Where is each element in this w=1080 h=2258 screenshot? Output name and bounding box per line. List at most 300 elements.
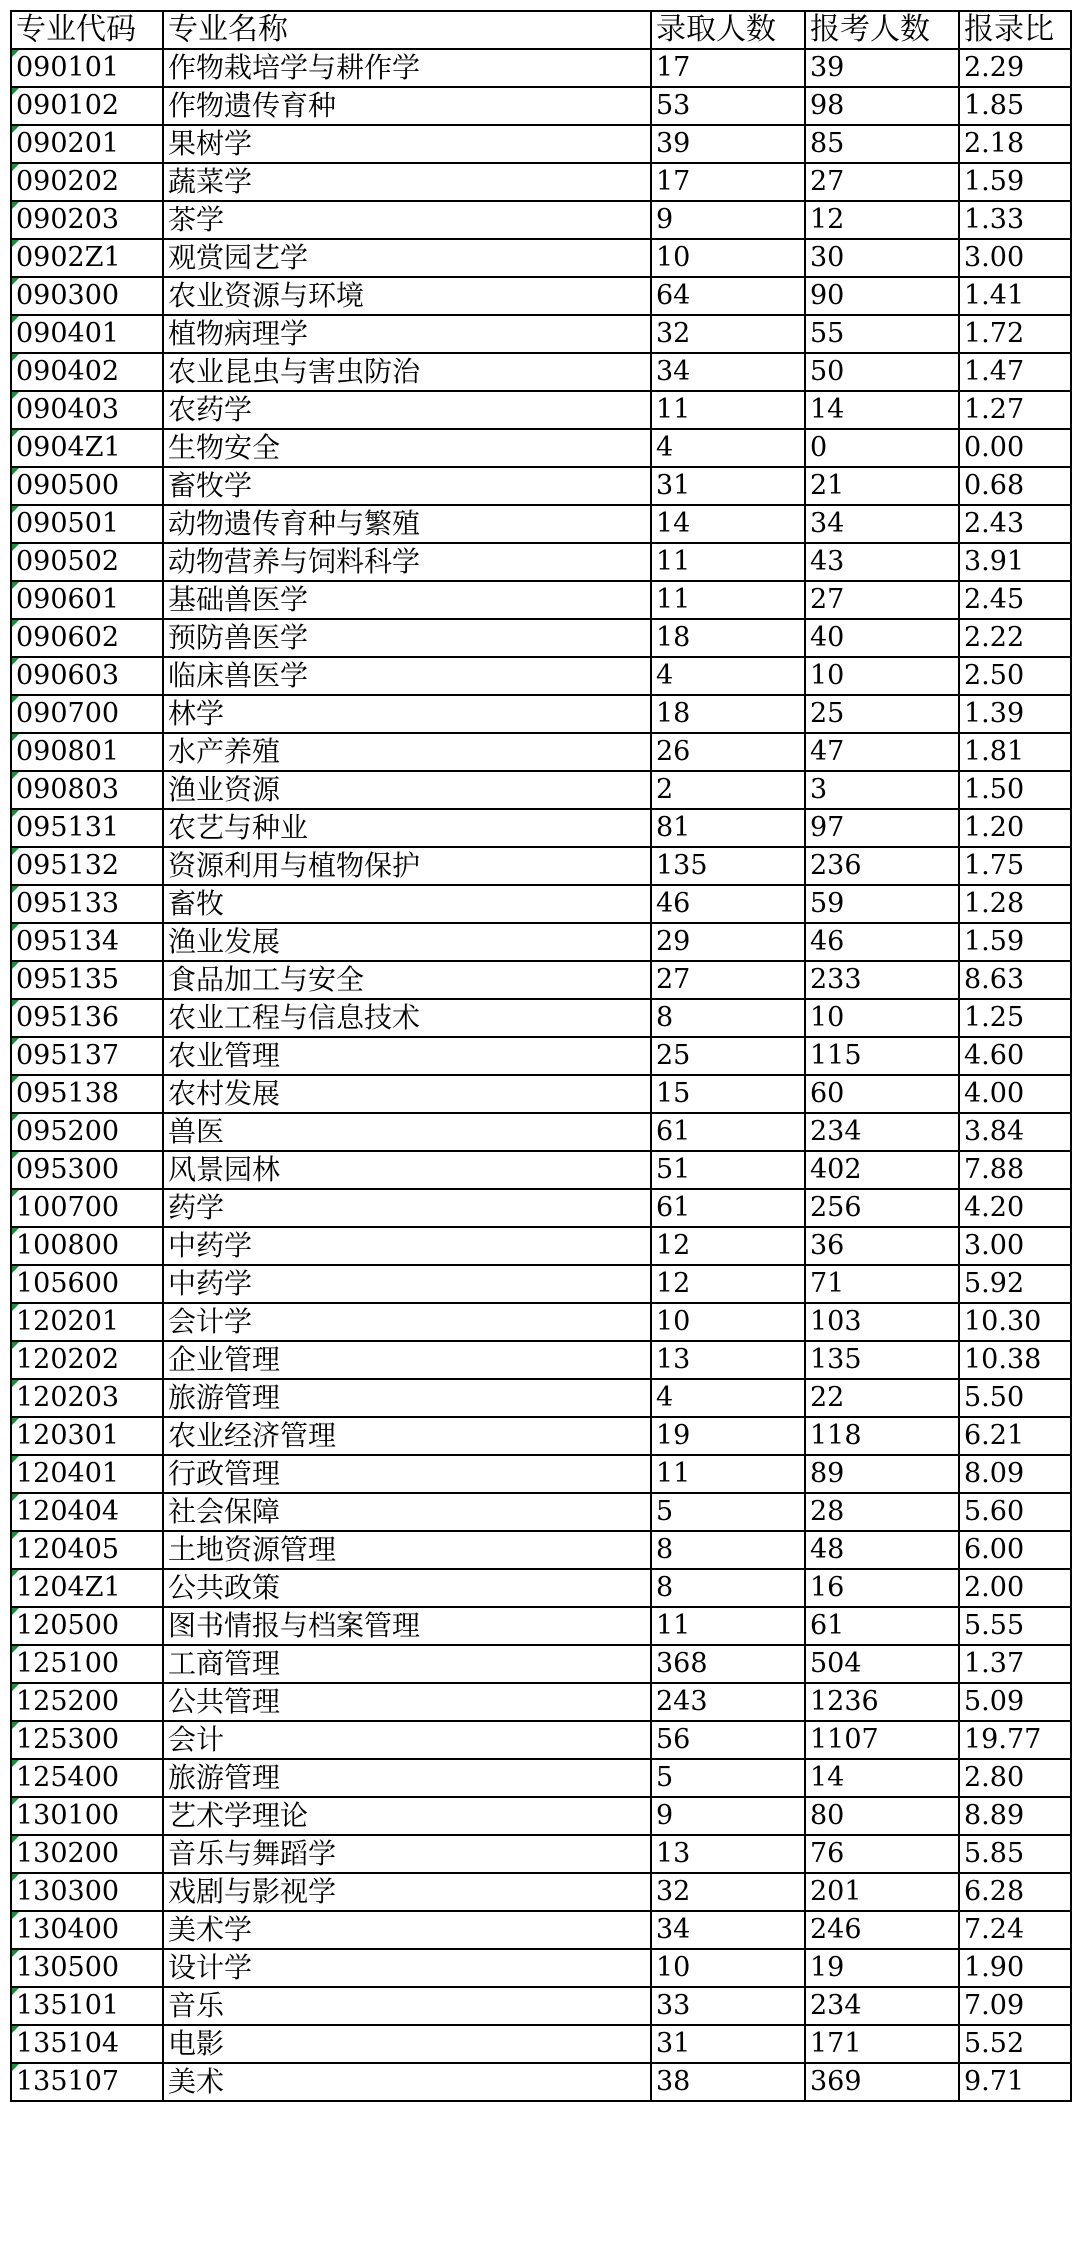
major-name-cell[interactable]: 电影 [163,2025,651,2063]
applicant-count-cell[interactable]: 98 [805,87,959,125]
major-name-cell[interactable]: 农药学 [163,391,651,429]
major-name-cell[interactable]: 社会保障 [163,1493,651,1531]
applicant-count-cell[interactable]: 234 [805,1987,959,2025]
admitted-count-cell[interactable]: 9 [651,201,805,239]
major-name-cell[interactable]: 蔬菜学 [163,163,651,201]
ratio-cell[interactable]: 5.85 [959,1835,1071,1873]
admitted-count-cell[interactable]: 81 [651,809,805,847]
major-name-cell[interactable]: 动物营养与饲料科学 [163,543,651,581]
applicant-count-cell[interactable]: 34 [805,505,959,543]
applicant-count-cell[interactable]: 12 [805,201,959,239]
applicant-count-cell[interactable]: 236 [805,847,959,885]
ratio-cell[interactable]: 2.80 [959,1759,1071,1797]
admitted-count-cell[interactable]: 4 [651,1379,805,1417]
major-name-cell[interactable]: 公共管理 [163,1683,651,1721]
major-code-cell[interactable]: 135107 [11,2063,163,2101]
major-name-cell[interactable]: 农业管理 [163,1037,651,1075]
applicant-count-cell[interactable]: 59 [805,885,959,923]
major-code-cell[interactable]: 095200 [11,1113,163,1151]
major-name-cell[interactable]: 音乐与舞蹈学 [163,1835,651,1873]
major-name-cell[interactable]: 旅游管理 [163,1379,651,1417]
applicant-count-cell[interactable]: 30 [805,239,959,277]
ratio-cell[interactable]: 8.89 [959,1797,1071,1835]
ratio-cell[interactable]: 1.59 [959,923,1071,961]
admitted-count-cell[interactable]: 12 [651,1265,805,1303]
admitted-count-cell[interactable]: 8 [651,999,805,1037]
applicant-count-cell[interactable]: 97 [805,809,959,847]
applicant-count-cell[interactable]: 1236 [805,1683,959,1721]
major-name-cell[interactable]: 渔业资源 [163,771,651,809]
header-major-code[interactable]: 专业代码 [11,11,163,49]
ratio-cell[interactable]: 0.00 [959,429,1071,467]
ratio-cell[interactable]: 8.63 [959,961,1071,999]
major-name-cell[interactable]: 图书情报与档案管理 [163,1607,651,1645]
major-name-cell[interactable]: 企业管理 [163,1341,651,1379]
applicant-count-cell[interactable]: 201 [805,1873,959,1911]
applicant-count-cell[interactable]: 115 [805,1037,959,1075]
major-name-cell[interactable]: 生物安全 [163,429,651,467]
admitted-count-cell[interactable]: 29 [651,923,805,961]
ratio-cell[interactable]: 4.00 [959,1075,1071,1113]
ratio-cell[interactable]: 1.75 [959,847,1071,885]
admitted-count-cell[interactable]: 10 [651,1303,805,1341]
major-code-cell[interactable]: 120401 [11,1455,163,1493]
major-name-cell[interactable]: 旅游管理 [163,1759,651,1797]
major-name-cell[interactable]: 林学 [163,695,651,733]
major-name-cell[interactable]: 戏剧与影视学 [163,1873,651,1911]
major-name-cell[interactable]: 畜牧学 [163,467,651,505]
ratio-cell[interactable]: 6.28 [959,1873,1071,1911]
major-name-cell[interactable]: 农业工程与信息技术 [163,999,651,1037]
admitted-count-cell[interactable]: 61 [651,1113,805,1151]
major-code-cell[interactable]: 125100 [11,1645,163,1683]
major-code-cell[interactable]: 0902Z1 [11,239,163,277]
major-name-cell[interactable]: 观赏园艺学 [163,239,651,277]
admitted-count-cell[interactable]: 51 [651,1151,805,1189]
ratio-cell[interactable]: 1.28 [959,885,1071,923]
table-row [11,619,1071,657]
admitted-count-cell[interactable]: 2 [651,771,805,809]
ratio-cell[interactable]: 2.22 [959,619,1071,657]
admitted-count-cell[interactable]: 4 [651,657,805,695]
admitted-count-cell[interactable]: 13 [651,1341,805,1379]
applicant-count-cell[interactable]: 60 [805,1075,959,1113]
ratio-cell[interactable]: 1.72 [959,315,1071,353]
applicant-count-cell[interactable]: 71 [805,1265,959,1303]
major-name-cell[interactable]: 临床兽医学 [163,657,651,695]
ratio-cell[interactable]: 7.24 [959,1911,1071,1949]
ratio-cell[interactable]: 2.00 [959,1569,1071,1607]
admitted-count-cell[interactable]: 32 [651,1873,805,1911]
table-row [11,1151,1071,1189]
major-code-cell[interactable]: 090201 [11,125,163,163]
applicant-count-cell[interactable]: 27 [805,163,959,201]
major-name-cell[interactable]: 会计 [163,1721,651,1759]
ratio-cell[interactable]: 0.68 [959,467,1071,505]
ratio-cell[interactable]: 1.85 [959,87,1071,125]
major-name-cell[interactable]: 美术学 [163,1911,651,1949]
major-name-cell[interactable]: 风景园林 [163,1151,651,1189]
applicant-count-cell[interactable]: 28 [805,1493,959,1531]
major-code-cell[interactable]: 090602 [11,619,163,657]
ratio-cell[interactable]: 5.09 [959,1683,1071,1721]
admitted-count-cell[interactable]: 243 [651,1683,805,1721]
admitted-count-cell[interactable]: 31 [651,2025,805,2063]
ratio-cell[interactable]: 10.38 [959,1341,1071,1379]
ratio-cell[interactable]: 1.47 [959,353,1071,391]
major-name-cell[interactable]: 茶学 [163,201,651,239]
applicant-count-cell[interactable]: 27 [805,581,959,619]
major-name-cell[interactable]: 农业昆虫与害虫防治 [163,353,651,391]
table-row [11,1417,1071,1455]
admitted-count-cell[interactable]: 5 [651,1493,805,1531]
applicant-count-cell[interactable]: 3 [805,771,959,809]
major-name-cell[interactable]: 基础兽医学 [163,581,651,619]
admitted-count-cell[interactable]: 19 [651,1417,805,1455]
major-name-cell[interactable]: 艺术学理论 [163,1797,651,1835]
admitted-count-cell[interactable]: 26 [651,733,805,771]
major-code-cell[interactable]: 090501 [11,505,163,543]
major-code-cell[interactable]: 090101 [11,49,163,87]
admitted-count-cell[interactable]: 8 [651,1569,805,1607]
applicant-count-cell[interactable]: 85 [805,125,959,163]
ratio-cell[interactable]: 1.39 [959,695,1071,733]
admitted-count-cell[interactable]: 32 [651,315,805,353]
applicant-count-cell[interactable]: 171 [805,2025,959,2063]
ratio-cell[interactable]: 2.43 [959,505,1071,543]
major-code-cell[interactable]: 090803 [11,771,163,809]
admitted-count-cell[interactable]: 15 [651,1075,805,1113]
major-name-cell[interactable]: 土地资源管理 [163,1531,651,1569]
applicant-count-cell[interactable]: 55 [805,315,959,353]
major-code-cell[interactable]: 090403 [11,391,163,429]
major-name-cell[interactable]: 音乐 [163,1987,651,2025]
major-name-cell[interactable]: 中药学 [163,1227,651,1265]
applicant-count-cell[interactable]: 25 [805,695,959,733]
applicant-count-cell[interactable]: 16 [805,1569,959,1607]
table-row [11,239,1071,277]
ratio-cell[interactable]: 10.30 [959,1303,1071,1341]
ratio-cell[interactable]: 4.60 [959,1037,1071,1075]
table-row [11,1493,1071,1531]
major-code-cell[interactable]: 095300 [11,1151,163,1189]
table-row [11,1265,1071,1303]
ratio-cell[interactable]: 19.77 [959,1721,1071,1759]
ratio-cell[interactable]: 5.55 [959,1607,1071,1645]
admitted-count-cell[interactable]: 25 [651,1037,805,1075]
major-name-cell[interactable]: 会计学 [163,1303,651,1341]
admitted-count-cell[interactable]: 14 [651,505,805,543]
major-code-cell[interactable]: 125400 [11,1759,163,1797]
applicant-count-cell[interactable]: 39 [805,49,959,87]
admitted-count-cell[interactable]: 33 [651,1987,805,2025]
major-code-cell[interactable]: 120405 [11,1531,163,1569]
admitted-count-cell[interactable]: 46 [651,885,805,923]
major-code-cell[interactable]: 090700 [11,695,163,733]
applicant-count-cell[interactable]: 76 [805,1835,959,1873]
admitted-count-cell[interactable]: 368 [651,1645,805,1683]
ratio-cell[interactable]: 5.52 [959,2025,1071,2063]
table-row [11,885,1071,923]
admitted-count-cell[interactable]: 39 [651,125,805,163]
admitted-count-cell[interactable]: 11 [651,543,805,581]
table-row [11,1455,1071,1493]
ratio-cell[interactable]: 3.91 [959,543,1071,581]
major-code-cell[interactable]: 130400 [11,1911,163,1949]
table-row [11,1797,1071,1835]
ratio-cell[interactable]: 5.50 [959,1379,1071,1417]
table-row [11,695,1071,733]
ratio-cell[interactable]: 1.37 [959,1645,1071,1683]
major-code-cell[interactable]: 090203 [11,201,163,239]
major-name-cell[interactable]: 农业经济管理 [163,1417,651,1455]
major-code-cell[interactable]: 130100 [11,1797,163,1835]
major-code-cell[interactable]: 095133 [11,885,163,923]
major-code-cell[interactable]: 105600 [11,1265,163,1303]
admitted-count-cell[interactable]: 17 [651,163,805,201]
major-code-cell[interactable]: 120404 [11,1493,163,1531]
admitted-count-cell[interactable]: 56 [651,1721,805,1759]
table-row [11,733,1071,771]
header-admitted-count[interactable]: 录取人数 [651,11,805,49]
applicant-count-cell[interactable]: 0 [805,429,959,467]
major-code-cell[interactable]: 120202 [11,1341,163,1379]
ratio-cell[interactable]: 2.50 [959,657,1071,695]
ratio-cell[interactable]: 1.50 [959,771,1071,809]
applicant-count-cell[interactable]: 80 [805,1797,959,1835]
admitted-count-cell[interactable]: 12 [651,1227,805,1265]
major-code-cell[interactable]: 090603 [11,657,163,695]
table-row [11,1987,1071,2025]
applicant-count-cell[interactable]: 402 [805,1151,959,1189]
major-name-cell[interactable]: 畜牧 [163,885,651,923]
applicant-count-cell[interactable]: 10 [805,999,959,1037]
major-code-cell[interactable]: 125200 [11,1683,163,1721]
ratio-cell[interactable]: 7.09 [959,1987,1071,2025]
ratio-cell[interactable]: 3.00 [959,239,1071,277]
table-row [11,657,1071,695]
applicant-count-cell[interactable]: 50 [805,353,959,391]
applicant-count-cell[interactable]: 504 [805,1645,959,1683]
header-applicant-count[interactable]: 报考人数 [805,11,959,49]
major-name-cell[interactable]: 作物栽培学与耕作学 [163,49,651,87]
table-row [11,391,1071,429]
ratio-cell[interactable]: 7.88 [959,1151,1071,1189]
major-name-cell[interactable]: 兽医 [163,1113,651,1151]
major-name-cell[interactable]: 食品加工与安全 [163,961,651,999]
major-code-cell[interactable]: 095138 [11,1075,163,1113]
applicant-count-cell[interactable]: 256 [805,1189,959,1227]
major-name-cell[interactable]: 农村发展 [163,1075,651,1113]
major-code-cell[interactable]: 090500 [11,467,163,505]
major-code-cell[interactable]: 125300 [11,1721,163,1759]
admitted-count-cell[interactable]: 17 [651,49,805,87]
header-major-name[interactable]: 专业名称 [163,11,651,49]
applicant-count-cell[interactable]: 61 [805,1607,959,1645]
major-code-cell[interactable]: 090402 [11,353,163,391]
applicant-count-cell[interactable]: 36 [805,1227,959,1265]
major-code-cell[interactable]: 120203 [11,1379,163,1417]
major-name-cell[interactable]: 中药学 [163,1265,651,1303]
applicant-count-cell[interactable]: 40 [805,619,959,657]
major-name-cell[interactable]: 动物遗传育种与繁殖 [163,505,651,543]
major-name-cell[interactable]: 资源利用与植物保护 [163,847,651,885]
table-row [11,1607,1071,1645]
admitted-count-cell[interactable]: 10 [651,1949,805,1987]
admitted-count-cell[interactable]: 34 [651,1911,805,1949]
ratio-cell[interactable]: 3.00 [959,1227,1071,1265]
table-row [11,1227,1071,1265]
ratio-cell[interactable]: 2.18 [959,125,1071,163]
ratio-cell[interactable]: 3.84 [959,1113,1071,1151]
major-code-cell[interactable]: 120301 [11,1417,163,1455]
admitted-count-cell[interactable]: 4 [651,429,805,467]
major-code-cell[interactable]: 095131 [11,809,163,847]
major-code-cell[interactable]: 135101 [11,1987,163,2025]
table-row [11,429,1071,467]
major-name-cell[interactable]: 设计学 [163,1949,651,1987]
major-code-cell[interactable]: 1204Z1 [11,1569,163,1607]
admitted-count-cell[interactable]: 11 [651,1607,805,1645]
admitted-count-cell[interactable]: 31 [651,467,805,505]
ratio-cell[interactable]: 6.00 [959,1531,1071,1569]
ratio-cell[interactable]: 5.92 [959,1265,1071,1303]
major-name-cell[interactable]: 渔业发展 [163,923,651,961]
admitted-count-cell[interactable]: 64 [651,277,805,315]
admitted-count-cell[interactable]: 53 [651,87,805,125]
major-code-cell[interactable]: 090502 [11,543,163,581]
applicant-count-cell[interactable]: 118 [805,1417,959,1455]
applicant-count-cell[interactable]: 103 [805,1303,959,1341]
admitted-count-cell[interactable]: 11 [651,391,805,429]
admitted-count-cell[interactable]: 34 [651,353,805,391]
table-row [11,315,1071,353]
applicant-count-cell[interactable]: 46 [805,923,959,961]
header-ratio[interactable]: 报录比 [959,11,1071,49]
major-code-cell[interactable]: 095137 [11,1037,163,1075]
major-code-cell[interactable]: 090102 [11,87,163,125]
admitted-count-cell[interactable]: 11 [651,1455,805,1493]
ratio-cell[interactable]: 1.90 [959,1949,1071,1987]
major-name-cell[interactable]: 农业资源与环境 [163,277,651,315]
admitted-count-cell[interactable]: 13 [651,1835,805,1873]
ratio-cell[interactable]: 1.59 [959,163,1071,201]
applicant-count-cell[interactable]: 1107 [805,1721,959,1759]
major-code-cell[interactable]: 090801 [11,733,163,771]
major-code-cell[interactable]: 090601 [11,581,163,619]
admitted-count-cell[interactable]: 18 [651,695,805,733]
major-name-cell[interactable]: 药学 [163,1189,651,1227]
major-code-cell[interactable]: 090202 [11,163,163,201]
major-name-cell[interactable]: 果树学 [163,125,651,163]
applicant-count-cell[interactable]: 90 [805,277,959,315]
major-code-cell[interactable]: 095136 [11,999,163,1037]
ratio-cell[interactable]: 1.20 [959,809,1071,847]
admitted-count-cell[interactable]: 5 [651,1759,805,1797]
ratio-cell[interactable]: 9.71 [959,2063,1071,2101]
major-code-cell[interactable]: 135104 [11,2025,163,2063]
ratio-cell[interactable]: 1.33 [959,201,1071,239]
major-code-cell[interactable]: 0904Z1 [11,429,163,467]
applicant-count-cell[interactable]: 89 [805,1455,959,1493]
table-row [11,1037,1071,1075]
ratio-cell[interactable]: 1.81 [959,733,1071,771]
ratio-cell[interactable]: 1.41 [959,277,1071,315]
major-code-cell[interactable]: 095135 [11,961,163,999]
major-code-cell[interactable]: 130500 [11,1949,163,1987]
applicant-count-cell[interactable]: 233 [805,961,959,999]
applicant-count-cell[interactable]: 47 [805,733,959,771]
applicant-count-cell[interactable]: 43 [805,543,959,581]
major-code-cell[interactable]: 130200 [11,1835,163,1873]
admitted-count-cell[interactable]: 8 [651,1531,805,1569]
major-code-cell[interactable]: 100700 [11,1189,163,1227]
applicant-count-cell[interactable]: 22 [805,1379,959,1417]
applicant-count-cell[interactable]: 19 [805,1949,959,1987]
table-row [11,1075,1071,1113]
major-name-cell[interactable]: 农艺与种业 [163,809,651,847]
applicant-count-cell[interactable]: 21 [805,467,959,505]
applicant-count-cell[interactable]: 48 [805,1531,959,1569]
admitted-count-cell[interactable]: 11 [651,581,805,619]
major-name-cell[interactable]: 美术 [163,2063,651,2101]
major-code-cell[interactable]: 100800 [11,1227,163,1265]
major-code-cell[interactable]: 095134 [11,923,163,961]
major-name-cell[interactable]: 工商管理 [163,1645,651,1683]
admitted-count-cell[interactable]: 10 [651,239,805,277]
admitted-count-cell[interactable]: 9 [651,1797,805,1835]
table-row [11,201,1071,239]
applicant-count-cell[interactable]: 135 [805,1341,959,1379]
applicant-count-cell[interactable]: 10 [805,657,959,695]
ratio-cell[interactable]: 8.09 [959,1455,1071,1493]
major-name-cell[interactable]: 公共政策 [163,1569,651,1607]
applicant-count-cell[interactable]: 14 [805,391,959,429]
major-code-cell[interactable]: 120500 [11,1607,163,1645]
ratio-cell[interactable]: 1.25 [959,999,1071,1037]
major-code-cell[interactable]: 090401 [11,315,163,353]
table-row [11,1341,1071,1379]
ratio-cell[interactable]: 1.27 [959,391,1071,429]
major-code-cell[interactable]: 095132 [11,847,163,885]
admitted-count-cell[interactable]: 135 [651,847,805,885]
admitted-count-cell[interactable]: 61 [651,1189,805,1227]
major-name-cell[interactable]: 植物病理学 [163,315,651,353]
admitted-count-cell[interactable]: 27 [651,961,805,999]
major-name-cell[interactable]: 预防兽医学 [163,619,651,657]
table-row [11,1569,1071,1607]
major-name-cell[interactable]: 行政管理 [163,1455,651,1493]
major-name-cell[interactable]: 水产养殖 [163,733,651,771]
ratio-cell[interactable]: 6.21 [959,1417,1071,1455]
applicant-count-cell[interactable]: 246 [805,1911,959,1949]
applicant-count-cell[interactable]: 234 [805,1113,959,1151]
major-code-cell[interactable]: 120201 [11,1303,163,1341]
admitted-count-cell[interactable]: 18 [651,619,805,657]
table-row [11,1189,1071,1227]
table-row [11,1759,1071,1797]
admitted-count-cell[interactable]: 38 [651,2063,805,2101]
ratio-cell[interactable]: 4.20 [959,1189,1071,1227]
ratio-cell[interactable]: 2.45 [959,581,1071,619]
major-code-cell[interactable]: 130300 [11,1873,163,1911]
major-name-cell[interactable]: 作物遗传育种 [163,87,651,125]
major-code-cell[interactable]: 090300 [11,277,163,315]
applicant-count-cell[interactable]: 14 [805,1759,959,1797]
ratio-cell[interactable]: 5.60 [959,1493,1071,1531]
ratio-cell[interactable]: 2.29 [959,49,1071,87]
applicant-count-cell[interactable]: 369 [805,2063,959,2101]
